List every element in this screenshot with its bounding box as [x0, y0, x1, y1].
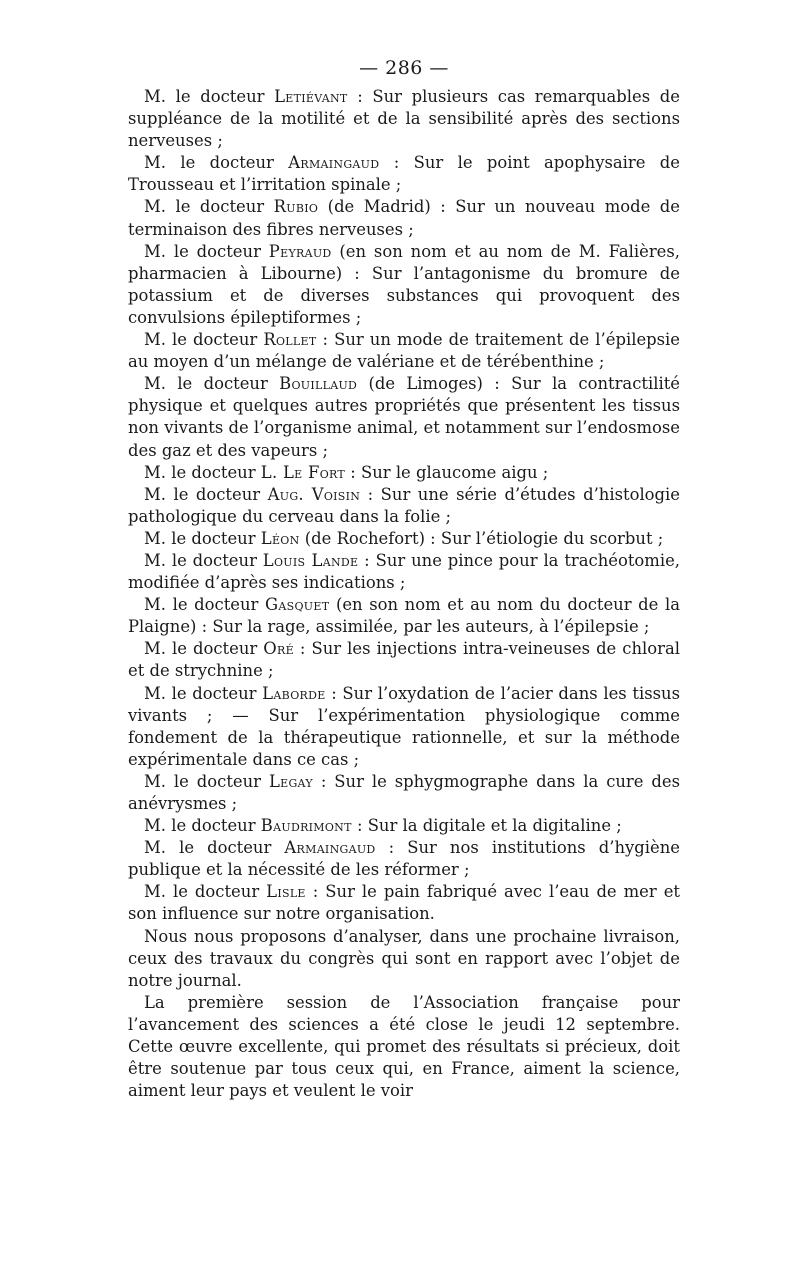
- paragraph: M. le docteur Rollet : Sur un mode de traitement de l’épilepsie au moyen d’un mélange de valériane et de térébenthine ;: [128, 330, 680, 372]
- paragraph: M. le docteur Rubio (de Madrid) : Sur un nouveau mode de terminaison des fibres nerveuses ;: [128, 197, 680, 239]
- author-name: Rollet: [263, 330, 317, 350]
- author-name: Lisle: [266, 882, 306, 902]
- author-name: Peyraud: [268, 241, 332, 261]
- paragraph: M. le docteur Peyraud (en son nom et au nom de M. Falières, pharmacien à Libourne) : Sur l’antagonisme du bromure de potassium et de diverses substances qui provoquent des convulsions épileptiformes ;: [128, 241, 680, 327]
- author-name: Bouillaud: [279, 374, 358, 394]
- paragraph: M. le docteur Aug. Voisin : Sur une série d’études d’histologie pathologique du cerveau dans la folie ;: [128, 484, 680, 526]
- author-name: L. Le Fort: [260, 462, 346, 482]
- paragraph: M. le docteur Armaingaud : Sur le point apophysaire de Trousseau et l’irritation spinale ;: [128, 153, 680, 195]
- paragraph: La première session de l’Association française pour l’avancement des sciences a été close le jeudi 12 septembre. Cette œuvre excellente, qui promet des résultats si précieux, doit être soutenue par tous ceux qui, en France, aiment la science, aiment leur pays et veulent le voir: [128, 992, 680, 1101]
- paragraph: M. le docteur Bouillaud (de Limoges) : Sur la contractilité physique et quelques autres propriétés que présentent les tissus non vivants de l’organisme animal, et notamment sur l’endosmose des gaz et des vapeurs ;: [128, 374, 680, 460]
- author-name: Armaingaud: [284, 838, 376, 858]
- paragraph: M. le docteur Léon (de Rochefort) : Sur l’étiologie du scorbut ;: [144, 528, 664, 548]
- author-name: Oré: [263, 639, 294, 659]
- author-name: Louis Lande: [262, 550, 359, 570]
- paragraph: M. le docteur L. Le Fort : Sur le glaucome aigu ;: [144, 462, 549, 482]
- text-body: [128, 86, 680, 1102]
- author-name: Armaingaud: [288, 153, 380, 173]
- author-name: Letiévant: [274, 87, 348, 106]
- paragraph: Nous nous proposons d’analyser, dans une prochaine livraison, ceux des travaux du congrès qui sont en rapport avec l’objet de notre journal.: [128, 926, 680, 990]
- author-name: Léon: [260, 528, 300, 548]
- page-number: — 286 —: [359, 57, 449, 79]
- paragraph: M. le docteur Laborde : Sur l’oxydation de l’acier dans les tissus vivants ; — Sur l’expérimentation physiologique comme fondement de la thérapeutique rationnelle, et sur la méthode expérimentale dans ce cas ;: [128, 683, 680, 769]
- author-name: Laborde: [262, 683, 326, 703]
- paragraph: M. le docteur Lisle : Sur le pain fabriqué avec l’eau de mer et son influence sur notre organisation.: [128, 882, 680, 924]
- paragraph: M. le docteur Oré : Sur les injections intra-veineuses de chloral et de strychnine ;: [128, 639, 680, 681]
- paragraph: M. le docteur Letiévant : Sur plusieurs cas remarquables de suppléance de la motilité et de la sensibilité après des sections nerveuses ;: [128, 87, 680, 151]
- author-name: Aug. Voisin: [267, 484, 361, 504]
- author-name: Gasquet: [265, 595, 330, 615]
- author-name: Rubio: [273, 197, 319, 217]
- paragraph: M. le docteur Louis Lande : Sur une pince pour la trachéotomie, modifiée d’après ses indications ;: [128, 550, 680, 593]
- author-name: Baudrimont: [260, 816, 352, 836]
- paragraph: M. le docteur Armaingaud : Sur nos institutions d’hygiène publique et la nécessité de les réformer ;: [128, 838, 680, 880]
- paragraph: M. le docteur Legay : Sur le sphygmographe dans la cure des anévrysmes ;: [128, 771, 680, 813]
- paragraph: M. le docteur Baudrimont : Sur la digitale et la digitaline ;: [144, 816, 622, 836]
- book-page: [128, 54, 680, 1102]
- author-name: Legay: [268, 771, 313, 791]
- paragraph: M. le docteur Gasquet (en son nom et au nom du docteur de la Plaigne) : Sur la rage, assimilée, par les auteurs, à l’épilepsie ;: [128, 595, 680, 637]
